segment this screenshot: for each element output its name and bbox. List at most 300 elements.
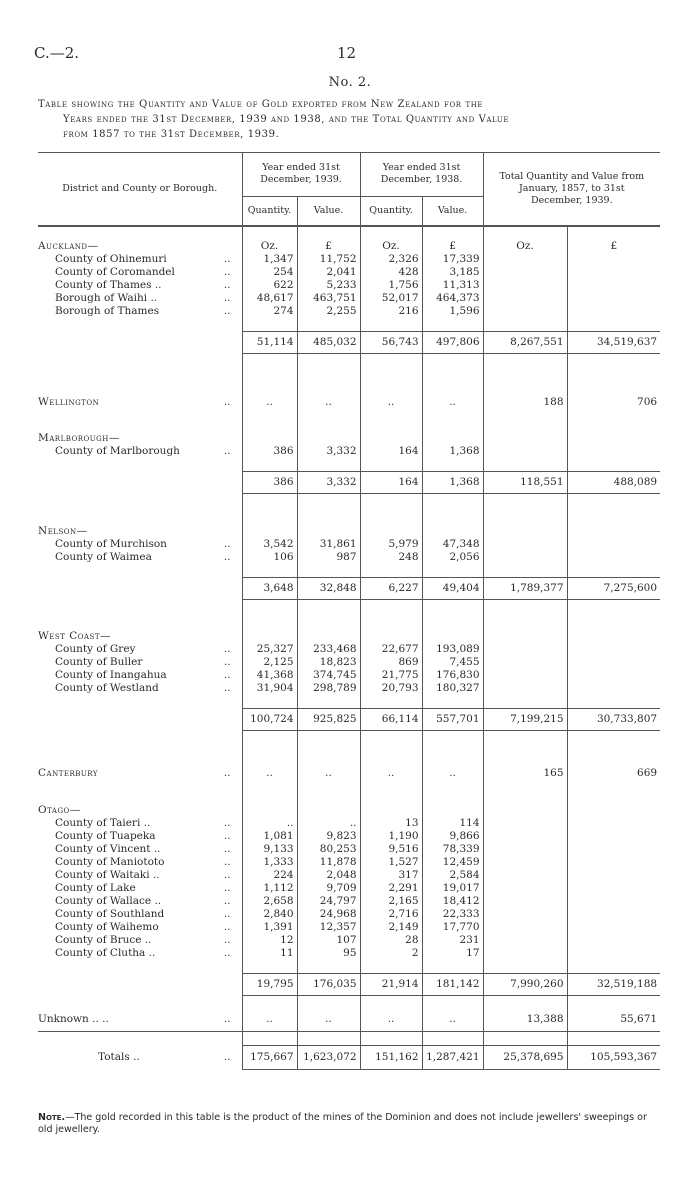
quantity-1938: 428 [360,266,422,279]
table-row [38,226,660,240]
dots-cell: .. [223,856,231,868]
dots-cell [213,240,242,253]
note-text: —The gold recorded in this table is the product of the mines of the Dominion and does not include jewellers' sweepings or old jewellery. [38,1112,647,1135]
section-label: Canterbury [38,766,98,779]
quantity-1939: 1,347 [242,253,297,266]
total-value: 488,089 [567,471,660,493]
spacer-cell [213,471,242,493]
total-quantity [483,882,567,895]
spacer-cell [213,695,242,709]
empty-cell [483,525,567,538]
section-label: Unknown .. .. [38,1013,109,1026]
total-quantity [483,656,567,669]
total-value [567,682,660,695]
subtotal-quantity-1939: 3,648 [242,578,297,600]
spacer-cell [242,458,297,472]
empty-cell [422,804,483,817]
table-row [38,432,660,445]
total-value [567,817,660,830]
table-row [38,600,660,630]
subtotal-quantity-1939: 100,724 [242,708,297,730]
spacer-cell [38,332,213,354]
total-quantity: 165 [483,762,567,784]
spacer-cell [242,564,297,578]
section-label: West Coast— [38,629,111,642]
value-1938: 1,368 [422,445,483,458]
quantity-1939: 224 [242,869,297,882]
empty-value: .. [242,1009,297,1031]
quantity-1939: 1,391 [242,921,297,934]
total-value [567,843,660,856]
county-name: County of Vincent .. [55,843,161,855]
value-1939: 987 [297,551,360,564]
page-number: 12 [337,44,357,62]
spacer-cell [360,695,422,709]
table-row [38,856,660,869]
empty-cell [242,525,297,538]
section-label: Wellington [38,396,100,408]
spacer-cell [213,332,242,354]
total-quantity [483,908,567,921]
table-row [38,895,660,908]
spacer-cell [483,458,567,472]
spacer-cell [213,226,242,240]
spacer-cell [360,1031,422,1045]
table-row [38,332,660,354]
empty-value: .. [297,762,360,784]
spacer-cell [360,730,422,762]
spacer-cell [360,318,422,332]
value-1938: 7,455 [422,656,483,669]
value-1939: 233,468 [297,643,360,656]
table-row [38,305,660,318]
value-1939: 107 [297,934,360,947]
total-quantity: 7,199,215 [483,708,567,730]
dots-cell: .. [223,843,231,855]
quantity-1939: 1,081 [242,830,297,843]
value-1938: 9,866 [422,830,483,843]
total-value [567,921,660,934]
total-quantity: 118,551 [483,471,567,493]
spacer-cell [360,564,422,578]
spacer-cell [38,600,213,630]
total-value: 55,671 [567,1009,660,1031]
grand-total-quantity-1938: 151,162 [360,1045,422,1069]
dots-cell: .. [223,279,231,291]
section-label: Nelson— [38,525,88,537]
value-1939: 9,709 [297,882,360,895]
table-title [38,97,660,142]
header-quantity-1939: Quantity. [242,196,297,226]
table-row [38,695,660,709]
spacer-cell [213,730,242,762]
table-row [38,974,660,996]
spacer-cell [422,1031,483,1045]
total-value [567,643,660,656]
quantity-1939: 11 [242,947,297,960]
spacer-cell [422,226,483,240]
unit-label: Oz. [483,240,567,253]
spacer-cell [567,354,660,392]
empty-cell [483,432,567,445]
dots-cell: .. [223,1013,231,1026]
unit-label: Oz. [360,240,422,253]
empty-value: .. [297,392,360,414]
county-name: County of Murchison [55,538,167,550]
spacer-cell [38,708,213,730]
spacer-cell [38,784,213,804]
quantity-1939: 3,542 [242,538,297,551]
total-quantity [483,279,567,292]
table-row [38,318,660,332]
quantity-1939: 386 [242,445,297,458]
value-1938: 11,313 [422,279,483,292]
empty-cell [297,630,360,643]
spacer-cell [213,414,242,432]
dots-cell: .. [223,921,231,933]
total-quantity [483,551,567,564]
spacer-cell [213,974,242,996]
spacer-cell [297,730,360,762]
quantity-1939: 106 [242,551,297,564]
empty-value: .. [360,392,422,414]
dots-cell: .. [223,253,231,265]
dots-cell [213,804,242,817]
subtotal-quantity-1939: 51,114 [242,332,297,354]
spacer-cell [242,695,297,709]
header-value-1939: Value. [297,196,360,226]
quantity-1938: 21,775 [360,669,422,682]
county-name: County of Maniototo [55,856,165,868]
title-line-1: Table showing the Quantity and Value of Gold exported from New Zealand for the [38,99,484,110]
value-1939: 2,041 [297,266,360,279]
total-quantity [483,921,567,934]
table-row [38,630,660,643]
spacer-cell [297,695,360,709]
section-label: Marlborough— [38,431,120,444]
section-label: Otago— [38,804,81,816]
spacer-cell [483,600,567,630]
spacer-cell [297,354,360,392]
unit-label: Oz. [242,240,297,253]
dots-cell [213,630,242,643]
spacer-cell [38,996,213,1010]
table-row [38,266,660,279]
table-row [38,656,660,669]
spacer-cell [360,458,422,472]
quantity-1939: 25,327 [242,643,297,656]
empty-cell [242,630,297,643]
total-value [567,882,660,895]
total-value [567,669,660,682]
spacer-cell [297,458,360,472]
spacer-cell [422,493,483,525]
quantity-1938: 5,979 [360,538,422,551]
subtotal-quantity-1938: 56,743 [360,332,422,354]
total-value [567,279,660,292]
dots-cell: .. [223,551,231,563]
spacer-cell [567,318,660,332]
subtotal-quantity-1939: 19,795 [242,974,297,996]
spacer-cell [422,695,483,709]
quantity-1939: 274 [242,305,297,318]
spacer-cell [567,458,660,472]
subtotal-value-1938: 497,806 [422,332,483,354]
total-quantity [483,856,567,869]
dots-cell: .. [223,642,231,655]
total-quantity: 1,789,377 [483,578,567,600]
spacer-cell [483,695,567,709]
spacer-cell [242,318,297,332]
spacer-cell [242,730,297,762]
spacer-cell [242,996,297,1010]
subtotal-value-1939: 176,035 [297,974,360,996]
spacer-cell [297,996,360,1010]
spacer-cell [38,578,213,600]
total-quantity [483,682,567,695]
grand-total-value: 105,593,367 [567,1045,660,1069]
county-name: County of Thames .. [55,279,162,291]
value-1939: 2,255 [297,305,360,318]
value-1938: 114 [422,817,483,830]
spacer-cell [38,695,213,709]
table-row [38,354,660,392]
dots-cell: .. [223,895,231,907]
total-value [567,856,660,869]
header-year-1939: Year ended 31st December, 1939. [242,153,360,197]
spacer-cell [213,960,242,974]
total-value [567,869,660,882]
total-quantity: 13,388 [483,1009,567,1031]
quantity-1938: 164 [360,445,422,458]
empty-cell [360,432,422,445]
value-1938: 193,089 [422,643,483,656]
value-1938: 3,185 [422,266,483,279]
footnote [38,1112,660,1136]
spacer-cell [38,471,213,493]
spacer-cell [297,600,360,630]
spacer-cell [483,414,567,432]
spacer-cell [483,1031,567,1045]
spacer-cell [422,354,483,392]
value-1939: 11,752 [297,253,360,266]
empty-cell [360,525,422,538]
table-row [38,564,660,578]
quantity-1938: 2,326 [360,253,422,266]
total-quantity [483,305,567,318]
quantity-1938: 13 [360,817,422,830]
spacer-cell [567,730,660,762]
total-quantity: 7,990,260 [483,974,567,996]
quantity-1939: 31,904 [242,682,297,695]
value-1939: 374,745 [297,669,360,682]
total-value [567,895,660,908]
quantity-1939: 1,333 [242,856,297,869]
total-quantity [483,538,567,551]
spacer-cell [422,414,483,432]
value-1938: 18,412 [422,895,483,908]
county-name: County of Inangahua [55,668,167,681]
spacer-cell [242,493,297,525]
spacer-cell [422,458,483,472]
dots-cell: .. [223,947,231,959]
section-label: Auckland— [38,240,99,252]
county-name: County of Wallace .. [55,895,162,907]
subtotal-value-1939: 485,032 [297,332,360,354]
value-1938: 17,339 [422,253,483,266]
subtotal-value-1939: 3,332 [297,471,360,493]
subtotal-quantity-1938: 21,914 [360,974,422,996]
county-name: County of Grey [55,642,136,655]
value-1939: 9,823 [297,830,360,843]
spacer-cell [422,730,483,762]
grand-total-value-1938: 1,287,421 [422,1045,483,1069]
table-row [38,414,660,432]
spacer-cell [483,730,567,762]
spacer-cell [567,600,660,630]
quantity-1938: 2,716 [360,908,422,921]
dots-cell: .. [223,830,231,842]
county-name: County of Ohinemuri [55,253,167,265]
table-row [38,730,660,762]
empty-cell [567,804,660,817]
spacer-cell [242,600,297,630]
value-1938: 2,056 [422,551,483,564]
total-value [567,266,660,279]
subtotal-quantity-1938: 6,227 [360,578,422,600]
totals-label: Totals .. [98,1050,140,1063]
table-row [38,921,660,934]
total-quantity: 188 [483,392,567,414]
value-1938: 17 [422,947,483,960]
subtotal-value-1939: 32,848 [297,578,360,600]
spacer-cell [213,708,242,730]
total-value: 34,519,637 [567,332,660,354]
subtotal-value-1939: 925,825 [297,708,360,730]
value-1939: .. [297,817,360,830]
spacer-cell [38,730,213,762]
value-1939: 80,253 [297,843,360,856]
empty-cell [422,630,483,643]
value-1939: 24,968 [297,908,360,921]
quantity-1938: 52,017 [360,292,422,305]
total-value [567,947,660,960]
header-year-1938: Year ended 31st December, 1938. [360,153,483,197]
spacer-cell [422,960,483,974]
dots-cell: .. [223,934,231,946]
spacer-cell [213,318,242,332]
table-number: No. 2. [328,75,372,90]
spacer-cell [360,784,422,804]
quantity-1938: 28 [360,934,422,947]
spacer-cell [360,960,422,974]
total-quantity [483,895,567,908]
title-line-2: Years ended the 31st December, 1939 and 1938, and the Total Quantity and Value [63,114,510,125]
dots-cell: .. [223,655,231,668]
total-value: 706 [567,392,660,414]
spacer-cell [483,226,567,240]
total-quantity [483,869,567,882]
table-row [38,578,660,600]
spacer-cell [38,414,213,432]
value-1938: 180,327 [422,682,483,695]
spacer-cell [242,1031,297,1045]
spacer-cell [360,354,422,392]
spacer-cell [297,226,360,240]
dots-cell: .. [223,908,231,920]
spacer-cell [38,226,213,240]
value-1938: 17,770 [422,921,483,934]
dots-cell: .. [223,305,231,317]
empty-cell [422,432,483,445]
value-1939: 463,751 [297,292,360,305]
total-value [567,934,660,947]
county-name: Borough of Thames [55,305,160,317]
quantity-1938: 248 [360,551,422,564]
value-1939: 5,233 [297,279,360,292]
table-row [38,240,660,253]
subtotal-quantity-1938: 66,114 [360,708,422,730]
quantity-1939: 48,617 [242,292,297,305]
subtotal-value-1938: 49,404 [422,578,483,600]
total-value [567,830,660,843]
quantity-1938: 1,190 [360,830,422,843]
spacer-cell [483,564,567,578]
total-value: 32,519,188 [567,974,660,996]
spacer-cell [360,996,422,1010]
spacer-cell [213,354,242,392]
dots-cell: .. [223,869,231,881]
empty-cell [297,525,360,538]
table-row [38,947,660,960]
spacer-cell [297,960,360,974]
total-quantity [483,934,567,947]
value-1938: 231 [422,934,483,947]
grand-total-quantity-1939: 175,667 [242,1045,297,1069]
subtotal-value-1938: 181,142 [422,974,483,996]
subtotal-value-1938: 557,701 [422,708,483,730]
empty-cell [483,804,567,817]
value-1938: 22,333 [422,908,483,921]
quantity-1939: .. [242,817,297,830]
quantity-1938: 2,291 [360,882,422,895]
spacer-cell [483,784,567,804]
value-1939: 298,789 [297,682,360,695]
header-district: District and County or Borough. [38,153,242,227]
spacer-cell [213,493,242,525]
spacer-cell [567,784,660,804]
empty-value: .. [360,1009,422,1031]
dots-cell: .. [223,882,231,894]
quantity-1939: 2,658 [242,895,297,908]
spacer-cell [567,493,660,525]
dots-cell: .. [223,266,231,278]
quantity-1939: 9,133 [242,843,297,856]
spacer-cell [567,1031,660,1045]
county-name: County of Waimea [55,551,152,563]
total-quantity [483,817,567,830]
table-row [38,817,660,830]
table-row [38,960,660,974]
quantity-1938: 2,149 [360,921,422,934]
empty-cell [567,525,660,538]
county-name: County of Buller [55,655,143,668]
total-quantity [483,830,567,843]
empty-cell [567,630,660,643]
spacer-cell [213,996,242,1010]
spacer-cell [483,960,567,974]
empty-cell [242,804,297,817]
